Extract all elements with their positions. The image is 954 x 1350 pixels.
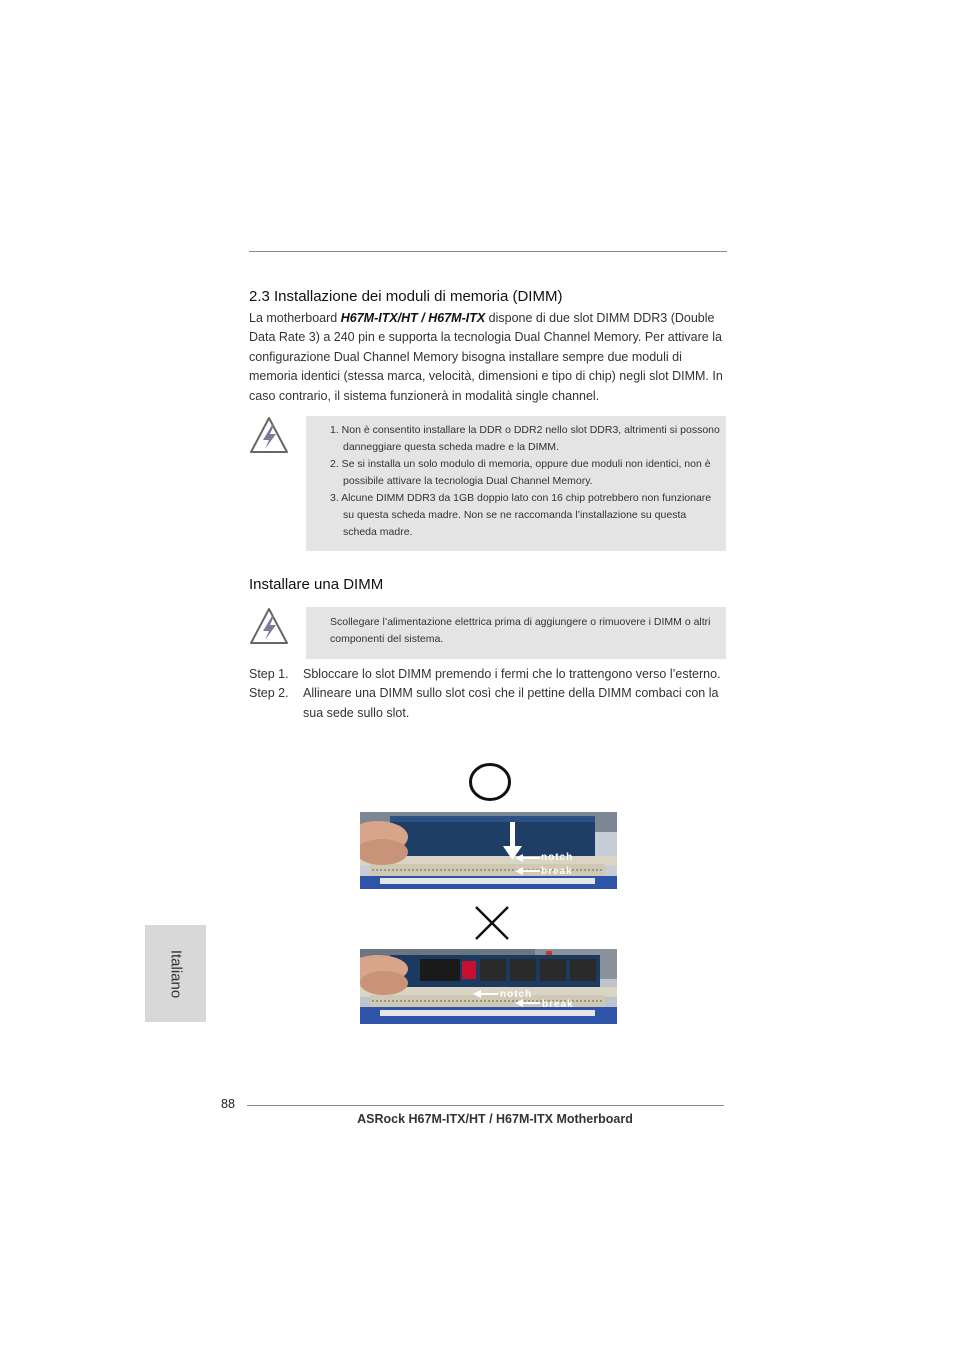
step-item	[249, 665, 729, 684]
dimm-wrong-photo	[360, 949, 617, 1024]
correct-circle-icon	[468, 762, 512, 802]
notch-label: notch	[500, 989, 533, 1000]
caution-note-item: 3. Alcune DIMM DDR3 da 1GB doppio lato con 16 chip potrebbero non funzionare su questa scheda madre. Non se ne raccomanda l’installazione su questa scheda madre.	[330, 492, 712, 538]
caution-notes-list	[330, 422, 720, 541]
install-title: Installare una DIMM	[249, 576, 384, 593]
install-steps	[249, 665, 729, 723]
caution-note-item: 1. Non è consentito installare la DDR o DDR2 nello slot DDR3, altrimenti si possono danneggiare questa scheda madre e la DIMM.	[330, 424, 720, 453]
step-label: Step 1.	[249, 667, 289, 681]
footer-rule	[247, 1105, 724, 1106]
dimm-correct-photo	[360, 812, 617, 889]
step-text: Allineare una DIMM sullo slot così che il pettine della DIMM combaci con la sua sede sullo slot.	[303, 686, 719, 720]
step-label: Step 2.	[249, 686, 289, 701]
break-label: break	[541, 866, 573, 877]
intro-text-start: La motherboard	[249, 311, 341, 325]
break-label: break	[542, 999, 574, 1010]
caution-note-item: 2. Se si installa un solo modulo di memoria, oppure due moduli non identici, non è possibile attivare la tecnologia Dual Channel Memory.	[330, 458, 711, 487]
page-number: 88	[221, 1097, 235, 1111]
install-caution-box	[306, 607, 726, 659]
section-title: 2.3 Installazione dei moduli di memoria (DIMM)	[249, 288, 563, 305]
step-item	[249, 684, 729, 723]
header-rule	[249, 251, 727, 252]
caution-notes-box	[306, 416, 726, 551]
intro-text-end: dispone di due slot DIMM DDR3 (Double Data Rate 3) a 240 pin e supporta la tecnologia Dual Channel Memory. Per attivare la configurazione Dual Channel Memory bisogna installare sempre due moduli di memoria identici (stessa marca, velocità, dimensioni e tipo di chip) negli slot DIMM. In caso contrario, il sistema funzionerà in modalità single channel.	[249, 311, 723, 403]
notch-label: notch	[541, 852, 574, 863]
footer-text: ASRock H67M-ITX/HT / H67M-ITX Motherboard	[357, 1112, 633, 1126]
caution-icon	[249, 607, 289, 645]
intro-paragraph	[249, 309, 729, 406]
wrong-cross-icon	[473, 904, 511, 942]
intro-model-name: H67M-ITX/HT / H67M-ITX	[340, 311, 486, 325]
language-tab	[145, 925, 206, 1022]
install-caution-text: Scollegare l’alimentazione elettrica prima di aggiungere o rimuovere i DIMM o altri componenti del sistema.	[330, 616, 711, 645]
step-text: Sbloccare lo slot DIMM premendo i fermi che lo trattengono verso l’esterno.	[303, 667, 721, 681]
language-tab-label: Italiano	[167, 949, 184, 998]
caution-icon	[249, 416, 289, 454]
